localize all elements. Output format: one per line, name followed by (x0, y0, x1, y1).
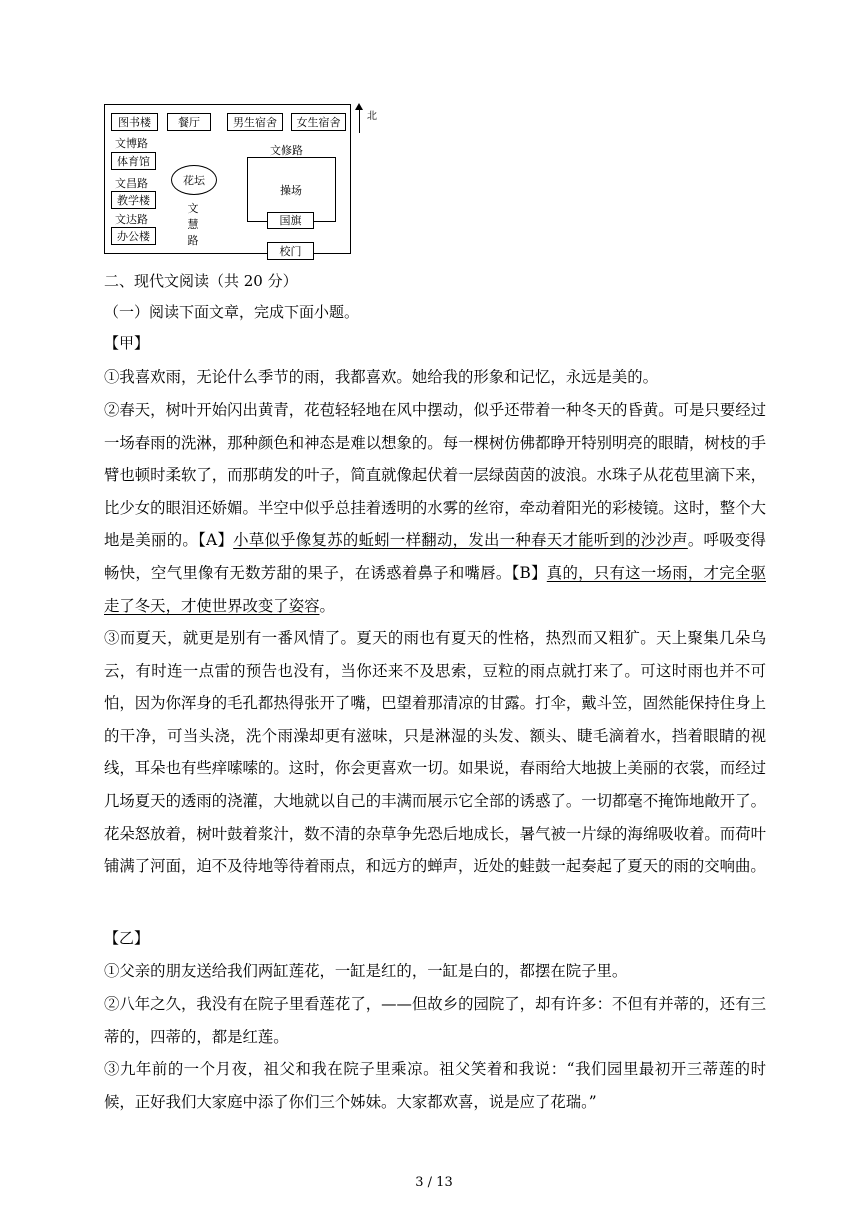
map-wenda-road: 文达路 (115, 213, 148, 226)
marker-a: 【A】 (198, 531, 234, 550)
passage-jia-label: 【甲】 (104, 334, 150, 352)
map-gym: 体育馆 (111, 152, 156, 170)
map-teaching-building: 教学楼 (111, 191, 156, 209)
map-wenxiu-road: 文修路 (270, 144, 303, 157)
map-flower-bed: 花坛 (171, 165, 217, 195)
map-library: 图书楼 (111, 113, 158, 131)
map-girls-dorm: 女生宿舍 (291, 113, 346, 131)
jia-paragraph-2 (104, 394, 766, 622)
campus-map (104, 104, 351, 258)
passage-yi-label: 【乙】 (104, 929, 150, 947)
marker-b: 【B】 (511, 563, 547, 582)
section-title: 二、现代文阅读（共 20 分） (104, 272, 298, 290)
reading-instruction: （一）阅读下面文章，完成下面小题。 (104, 303, 360, 321)
map-wenhui-road: 文 慧 路 (187, 202, 199, 247)
map-gate: 校门 (267, 242, 314, 260)
map-office-building: 办公楼 (111, 227, 156, 245)
map-wenbo-road: 文博路 (115, 137, 148, 150)
underlined-sentence-b: 真的，只有这一场雨，才完全驱走了冬天，才使世界改变了姿容 (104, 563, 766, 615)
jia-paragraph-1: ①我喜欢雨，无论什么季节的雨，我都喜欢。她给我的形象和记忆，永远是美的。 (104, 368, 659, 386)
yi-paragraph-2: ②八年之久，我没有在院子里看莲花了，——但故乡的园院了，却有许多：不但有并蒂的，还有三蒂的，四蒂的，都是红莲。 (104, 995, 766, 1046)
jia-p2-text-a: ②春天，树叶开始闪出黄青，花苞轻轻地在风中摆动，似乎还带着一种冬天的昏黄。可是只要经过一场春雨的洗淋，那种颜色和神态是难以想象的。每一棵树仿佛都睁开特别明亮的眼睛，树枝的手臂也顿时柔软了，而那萌发的叶子，简直就像起伏着一层绿茵茵的波浪。水珠子从花苞里滴下来，比少女的眼泪还娇媚。半空中似乎总挂着透明的水雾的丝帘，牵动着阳光的彩棱镜。这时，整个大地是美丽的。 (104, 401, 766, 550)
map-playground: 操场 (280, 184, 302, 197)
underlined-sentence-a: 小草似乎像复苏的蚯蚓一样翻动，发出一种春天才能听到的沙沙声 (233, 531, 688, 550)
jia-paragraph-3: ③而夏天，就更是别有一番风情了。夏天的雨也有夏天的性格，热烈而又粗犷。天上聚集几朵乌云，有时连一点雷的预告也没有，当你还来不及思索，豆粒的雨点就打来了。可这时雨也并不可怕，因为你浑身的毛孔都热得张开了嘴，巴望着那清凉的甘露。打伞，戴斗笠，固然能保持住身上的干净，可当头浇，洗个雨澡却更有滋味，只是淋湿的头发、额头、睫毛滴着水，挡着眼睛的视线，耳朵也有些痒嗦嗦的。这时，你会更喜欢一切。如果说，春雨给大地披上美丽的衣裳，而经过几场夏天的透雨的浇灌，大地就以自己的丰满而展示它全部的诱惑了。一切都毫不掩饰地敞开了。花朵怒放着，树叶鼓着浆汁，数不清的杂草争先恐后地成长，暑气被一片绿的海绵吸收着。而荷叶铺满了河面，迫不及待地等待着雨点，和远方的蝉声，近处的蛙鼓一起奏起了夏天的雨的交响曲。 (104, 629, 766, 876)
north-label: 北 (367, 111, 377, 122)
map-boys-dorm: 男生宿舍 (227, 113, 283, 131)
page-number: 3 / 13 (415, 1175, 453, 1190)
map-flag: 国旗 (267, 212, 314, 229)
map-wenchang-road: 文昌路 (115, 177, 148, 190)
yi-paragraph-1: ①父亲的朋友送给我们两缸莲花，一缸是红的，一缸是白的，都摆在院子里。 (104, 962, 628, 980)
jia-p2-text-b: 。呼吸变得畅快，空气里像有无数芳甜的果子，在诱惑着鼻子和嘴唇。 (104, 531, 766, 582)
map-canteen: 餐厅 (167, 113, 211, 131)
yi-paragraph-3: ③九年前的一个月夜，祖父和我在院子里乘凉。祖父笑着和我说：“我们园里最初开三蒂莲的时候，正好我们大家庭中添了你们三个姊妹。大家都欢喜，说是应了花瑞。” (104, 1060, 766, 1111)
jia-p2-text-c: 。 (319, 596, 335, 615)
